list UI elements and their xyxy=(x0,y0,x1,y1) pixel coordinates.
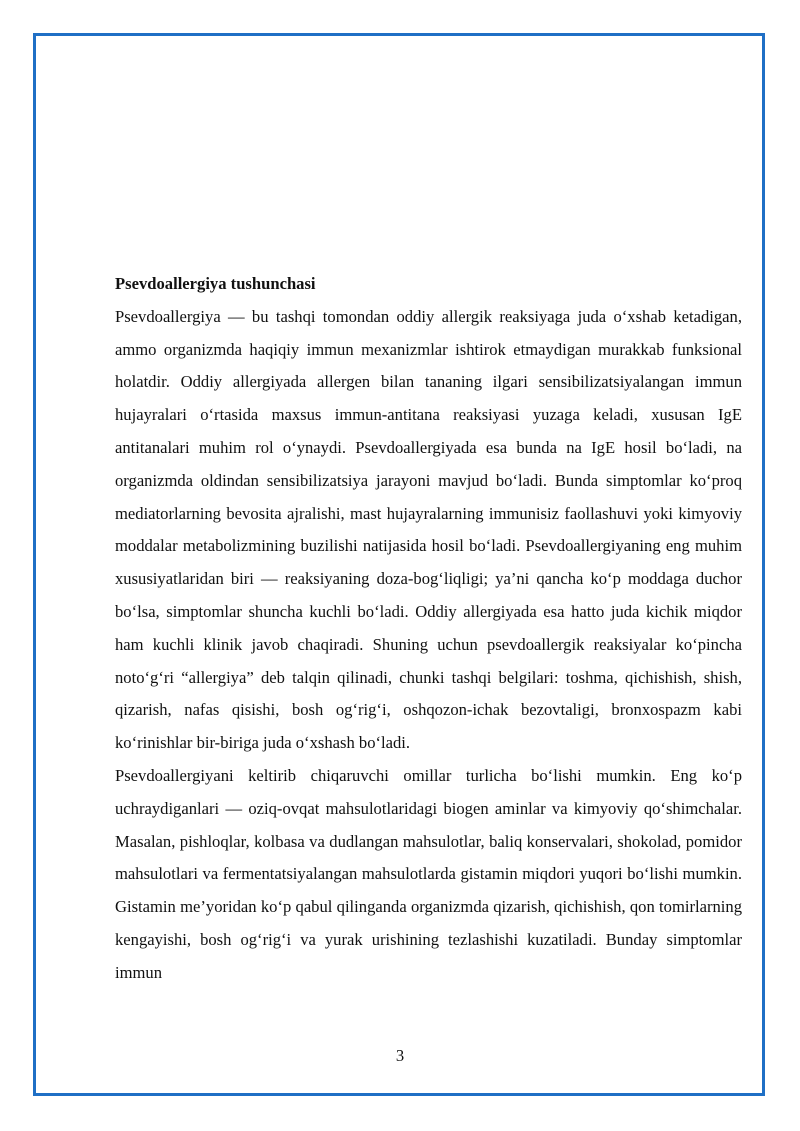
document-body xyxy=(115,268,742,990)
section-heading: Psevdoallergiya tushunchasi xyxy=(115,274,316,293)
paragraph-2: Psevdoallergiyani keltirib chiqaruvchi omillar turlicha bo‘lishi mumkin. Eng ko‘p uchraydiganlari — oziq-ovqat mahsulotlaridagi biogen aminlar va kimyoviy qo‘shimchalar. Masalan, pishloqlar, kolbasa va dudlangan mahsulotlar, baliq konservalari, shokolad, pomidor mahsulotlari va fermentatsiyalangan mahsulotlarda gistamin miqdori yuqori bo‘lishi mumkin. Gistamin me’yoridan ko‘p qabul qilinganda organizmda qizarish, qichishish, qon tomirlarning kengayishi, bosh og‘rig‘i va yurak urishining tezlashishi kuzatiladi. Bunday simptomlar immun xyxy=(115,765,742,982)
page-number: 3 xyxy=(395,1046,405,1065)
paragraph-1: Psevdoallergiya — bu tashqi tomondan oddiy allergik reaksiyaga juda o‘xshab ketadigan, ammo organizmda haqiqiy immun mexanizmlar ishtirok etmaydigan murakkab funksional holatdir. Oddiy allergiyada allergen bilan tananing ilgari sensibilizatsiyalangan immun hujayralari o‘rtasida maxsus immun-antitana reaksiyasi yuzaga keladi, xususan IgE antitanalari muhim rol o‘ynaydi. Psevdoallergiyada esa bunda na IgE hosil bo‘ladi, na organizmda oldindan sensibilizatsiya jarayoni mavjud bo‘ladi. Bunda simptomlar ko‘proq mediatorlarning bevosita ajralishi, mast hujayralarning immunisiz faollashuvi yoki kimyoviy moddalar metabolizmining buzilishi natijasida hosil bo‘ladi. Psevdoallergiyaning eng muhim xususiyatlaridan biri — reaksiyaning doza-bog‘liqligi; ya’ni qancha ko‘p moddaga duchor bo‘lsa, simptomlar shuncha kuchli bo‘ladi. Oddiy allergiyada esa hatto juda kichik miqdor ham kuchli klinik javob chaqiradi. Shuning uchun psevdoallergik reaksiyalar ko‘pincha noto‘g‘ri “allergiya” deb talqin qilinadi, chunki tashqi belgilari: toshma, qichishish, shish, qizarish, nafas qisishi, bosh og‘rig‘i, oshqozon-ichak bezovtaligi, bronxospazm kabi ko‘rinishlar bir-biriga juda o‘xshash bo‘ladi. xyxy=(115,306,742,753)
